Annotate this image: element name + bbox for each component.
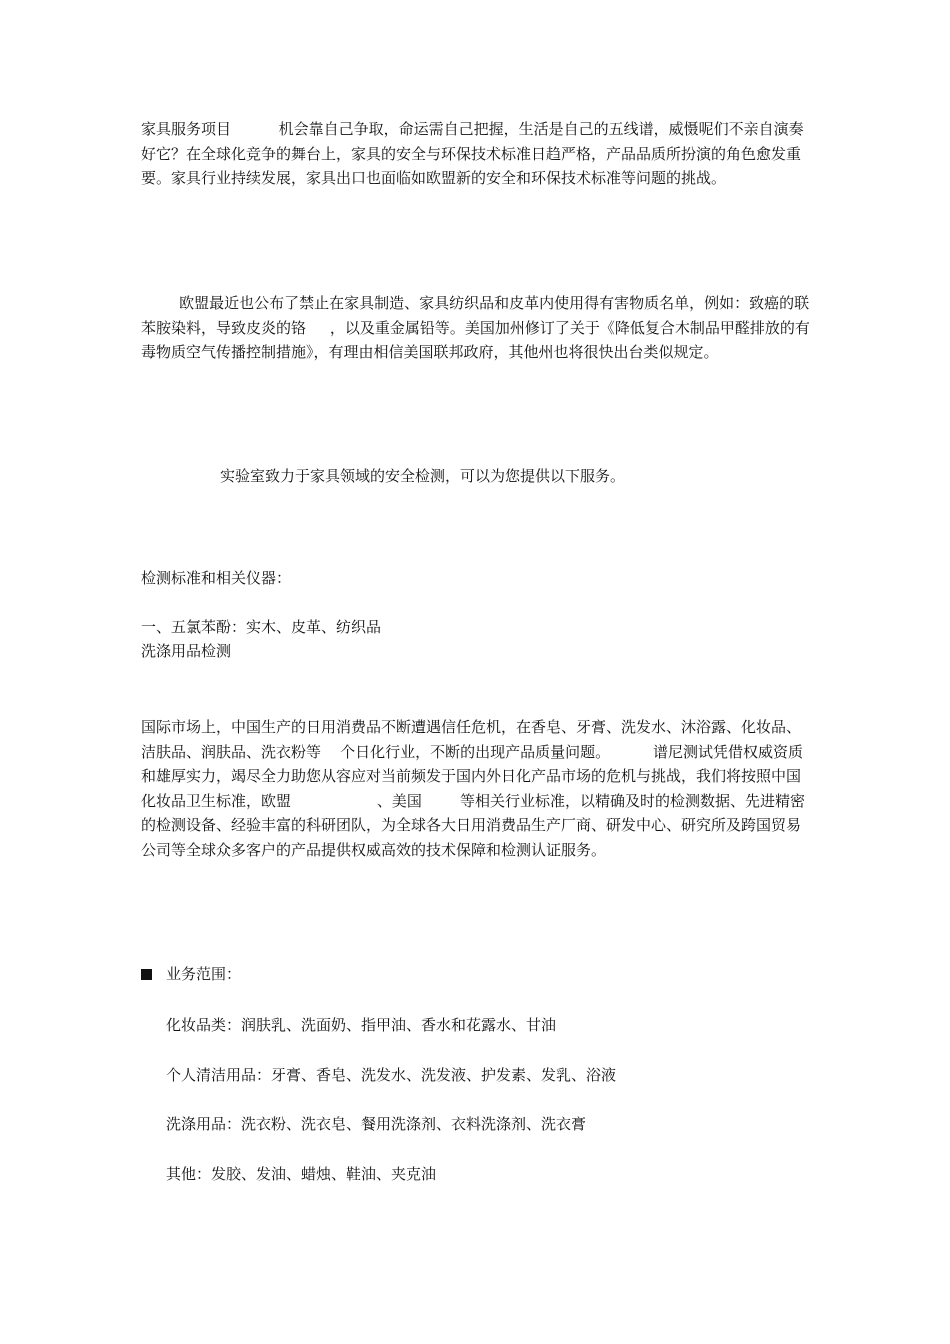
business-heading-row [141,963,241,985]
business-item: 个人清洁用品：牙膏、香皂、洗发水、洗发液、护发素、发乳、浴液 [166,1066,617,1084]
square-bullet-icon [141,969,152,980]
intro-paragraph: 家具服务项目 机会靠自己争取，命运需自己把握，生活是自己的五线谱，威慑呢们不亲自演奏好它？在全球化竞争的舞台上，家具的安全与环保技术标准日趋严格，产品品质所扮演的角色愈发重要。家具行业持续发展，家具出口也面临如欧盟新的安全和环保技术标准等问题的挑战。 [141,120,804,187]
lab-service-line: 实验室致力于家具领域的安全检测，可以为您提供以下服务。 [220,467,626,485]
business-item: 化妆品类：润肤乳、洗面奶、指甲油、香水和花露水、甘油 [166,1016,557,1034]
standards-item-1: 一、五氯苯酚：实木、皮革、纺织品 [141,618,382,636]
business-item: 其他：发胶、发油、蜡烛、鞋油、夹克油 [166,1165,437,1183]
standards-heading: 检测标准和相关仪器： [141,569,292,587]
business-item: 洗涤用品：洗衣粉、洗衣皂、餐用洗涤剂、衣料洗涤剂、洗衣膏 [166,1115,587,1133]
market-paragraph: 国际市场上，中国生产的日用消费品不断遭遇信任危机，在香皂、牙膏、洗发水、沐浴露、化妆品、洁肤品、润肤品、洗衣粉等 个日化行业，不断的出现产品质量问题。 谱尼测试凭借权威资质和雄厚实力，竭尽全力助您从容应对当前频发于国内外日化产品市场的危机与挑战，我们将按照中国化妆品卫生标准，欧盟 、美国 等相关行业标准，以精确及时的检测数据、先进精密的检测设备、经验丰富的科研团队，为全球各大日用消费品生产厂商、研发中心、研究所及跨国贸易公司等全球众多客户的产品提供权威高效的技术保障和检测认证服务。 [141,718,805,859]
eu-regulation-paragraph: 欧盟最近也公布了禁止在家具制造、家具纺织品和皮革内使用得有害物质名单，例如：致癌的联苯胺染料，导致皮炎的铬 ，以及重金属铅等。美国加州修订了关于《降低复合木制品甲醛排放的有毒物质空气传播控制措施》，有理由相信美国联邦政府，其他州也将很快出台类似规定。 [141,294,810,361]
standards-item-2: 洗涤用品检测 [141,642,232,660]
business-heading: 业务范围： [166,965,242,983]
